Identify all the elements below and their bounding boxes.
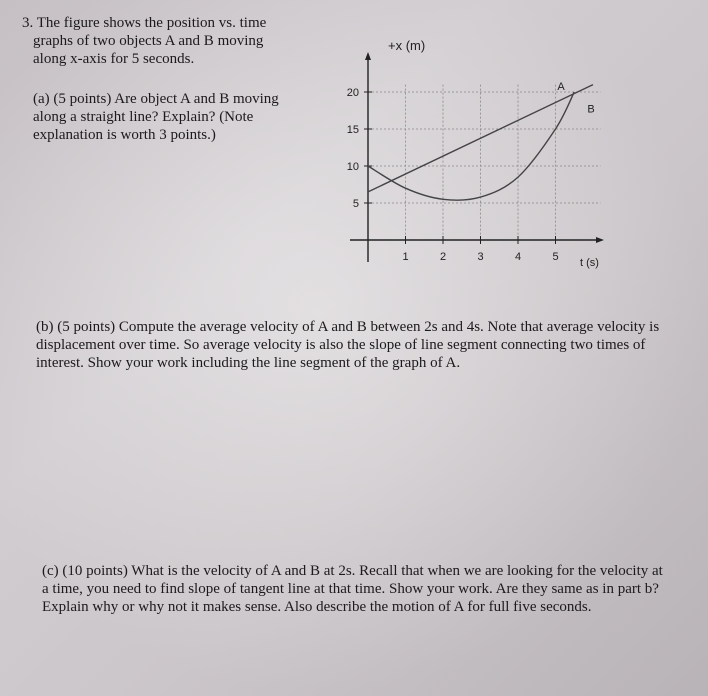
y-tick-label-15: 15 — [346, 124, 359, 136]
x-tick-label-2: 2 — [439, 251, 447, 263]
grid-lines — [368, 85, 601, 240]
y-axis-label: +x (m) — [388, 40, 426, 53]
x-axis-arrow — [596, 237, 604, 243]
part-c-line-2: a time, you need to find slope of tangent line at that time. Show your work. Are they same as in part b? — [42, 581, 659, 597]
y-tick-label-10: 10 — [346, 161, 359, 173]
part-c-question — [42, 562, 663, 616]
part-a-line-1: (a) (5 points) Are object A and B moving — [33, 91, 279, 107]
y-axis-arrow — [365, 52, 371, 60]
y-tick-label-20: 20 — [346, 87, 359, 99]
x-tick-label-5: 5 — [552, 251, 559, 263]
series-a-label: A — [557, 80, 565, 93]
x-tick-label-3: 3 — [477, 251, 484, 263]
intro-line-3: along x-axis for 5 seconds. — [33, 51, 195, 67]
x-tick-label-1: 1 — [402, 251, 409, 263]
part-a-line-3: explanation is worth 3 points.) — [33, 127, 216, 143]
part-a-question — [33, 90, 279, 144]
axes — [350, 52, 604, 262]
intro-line-1: 3. The figure shows the position vs. time — [22, 15, 267, 31]
part-b-line-1: (b) (5 points) Compute the average velocity of A and B between 2s and 4s. Note that average velocity is — [36, 319, 660, 335]
part-b-line-3: interest. Show your work including the line segment of the graph of A. — [36, 355, 461, 371]
x-tick-label-4: 4 — [514, 251, 522, 263]
part-c-line-1: (c) (10 points) What is the velocity of A and B at 2s. Recall that when we are looking for the velocity at — [42, 563, 663, 579]
y-tick-label-5: 5 — [352, 198, 359, 210]
part-b-question — [36, 318, 659, 372]
x-axis-label: t (s) — [580, 257, 599, 269]
graph-labels — [388, 40, 599, 269]
part-c-line-3: Explain why or why not it makes sense. Also describe the motion of A for full five seconds. — [42, 599, 592, 615]
part-a-line-2: along a straight line? Explain? (Note — [33, 109, 254, 125]
intro-line-2: graphs of two objects A and B moving — [33, 33, 264, 49]
position-time-graph — [330, 40, 620, 275]
part-b-line-2: displacement over time. So average velocity is also the slope of line segment connecting two times of — [36, 337, 646, 353]
tick-marks — [347, 87, 559, 263]
series-b-label: B — [587, 103, 595, 116]
question-intro — [22, 14, 266, 68]
